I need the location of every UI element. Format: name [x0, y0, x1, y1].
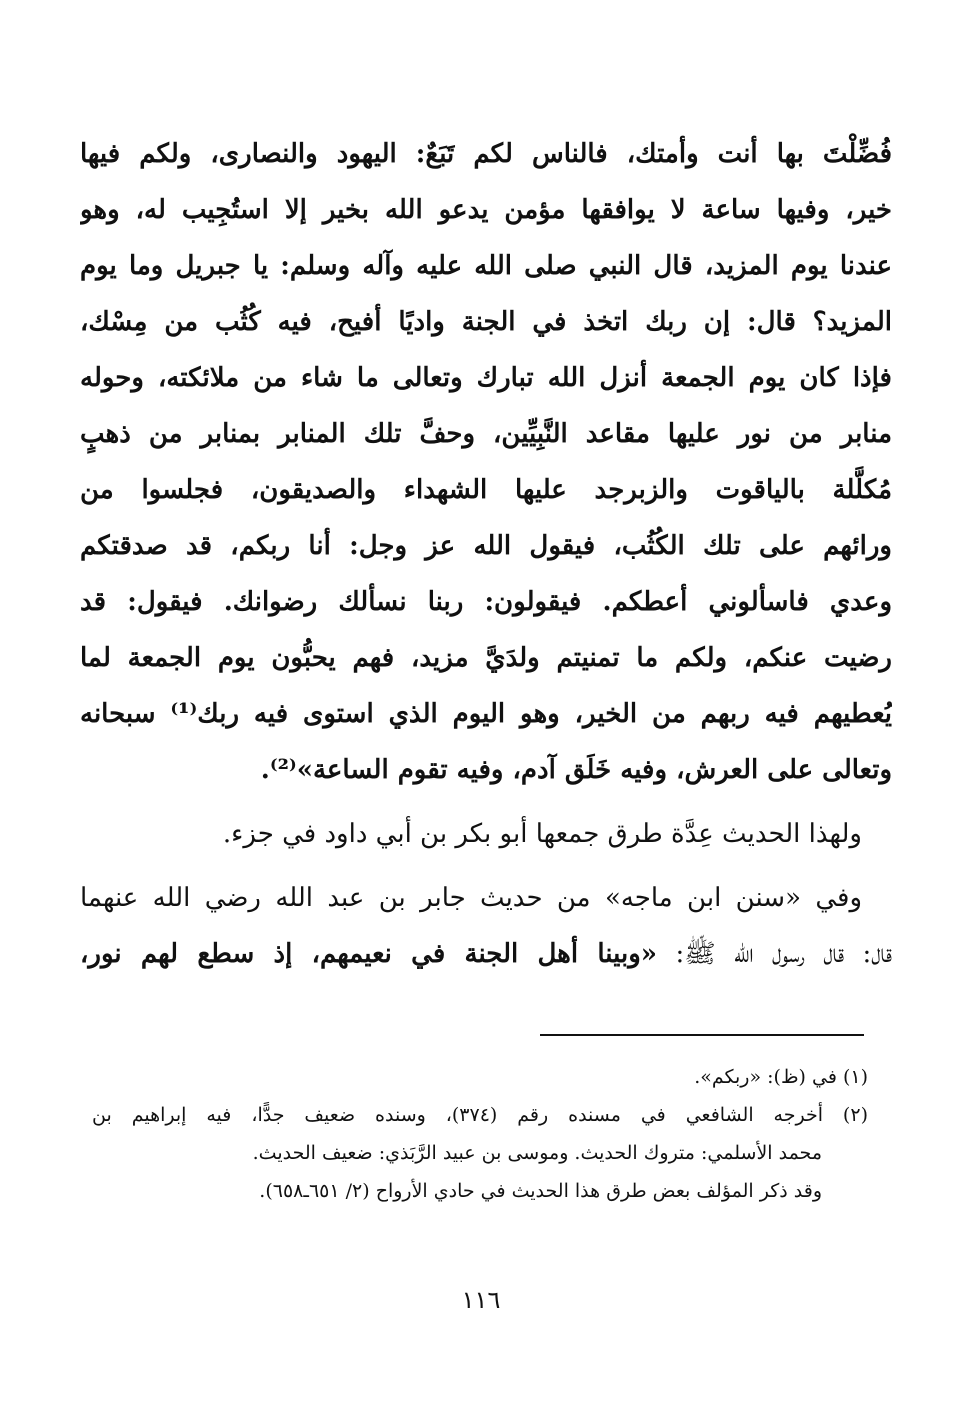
text-line: خير، وفيها ساعة لا يوافقها مؤمن يدعو الله بخير إلا استُجِيب له، وهو [80, 195, 892, 225]
hadith-quote: «وبينا أهل الجنة في نعيمهم، إذ سطع لهم نور، [80, 939, 658, 969]
main-text [80, 126, 892, 982]
footnote-2-line: (٢) أخرجه الشافعي في مسنده رقم (٣٧٤)، وسنده ضعيف جدًّا، فيه إبراهيم بن [92, 1104, 868, 1126]
text-line: فُضِّلْتَ بها أنت وأمتك، فالناس لكم تَبَعٌ: اليهود والنصارى، ولكم فيها [80, 139, 892, 169]
text-line: وفي «سنن ابن ماجه» من حديث جابر بن عبد الله رضي الله عنهما [80, 883, 862, 913]
text-line: رضيت عنكم، ولكم ما تمنيتم ولدَيَّ مزيد، فهم يحبُّون يوم الجمعة لما [80, 643, 892, 673]
text-line: منابر من نور عليها مقاعد النَّبِيِّين، وحفَّ تلك المنابر بمنابر من ذهبٍ [80, 419, 892, 449]
footnote-divider [540, 1034, 864, 1036]
text-line-mixed [80, 926, 892, 982]
narration-intro: قال: قال رسول الله ﷺ: [657, 939, 892, 969]
footnote-2-line: محمد الأسلمي: متروك الحديث. وموسى بن عبيد الرَّبَذي: ضعيف الحديث. [252, 1142, 822, 1164]
ibn-majah-paragraph [80, 870, 892, 982]
text-line: ورائهم على تلك الكُثُب، فيقول الله عز وجل: أنا ربكم، قد صدقتكم [80, 531, 892, 561]
text-line: يُعطيهم فيه ربهم من الخير، وهو اليوم الذي استوى فيه ربك⁽¹⁾ سبحانه [80, 699, 892, 729]
text-line: المزيد؟ قال: إن ربك اتخذ في الجنة واديًا أفيح، فيه كُثُب من مِسْك، [80, 307, 892, 337]
text-line: وتعالى على العرش، وفيه خَلَق آدم، وفيه تقوم الساعة»⁽²⁾. [260, 755, 892, 785]
footnote-1: (١) في (ظ): «ربكم». [694, 1066, 868, 1088]
text-line: وعدي فاسألوني أعطكم. فيقولون: ربنا نسألك رضوانك. فيقول: قد [80, 587, 892, 617]
text-line: ولهذا الحديث عِدَّة طرق جمعها أبو بكر بن أبي داود في جزء. [222, 819, 862, 849]
hadith-paragraph [80, 126, 892, 798]
text-line: فإذا كان يوم الجمعة أنزل الله تبارك وتعالى ما شاء من ملائكته، وحوله [80, 363, 892, 393]
footnote-2-line: وقد ذكر المؤلف بعض طرق هذا الحديث في حادي الأرواح (٢/ ٦٥١ـ٦٥٨). [259, 1180, 822, 1202]
text-line: عندنا يوم المزيد، قال النبي صلى الله عليه وآله وسلم: يا جبريل وما يوم [80, 251, 892, 281]
text-line: مُكلَّلة بالياقوت والزبرجد عليها الشهداء والصديقون، فجلسوا من [80, 475, 892, 505]
page-number: ١١٦ [461, 1286, 501, 1314]
commentary-paragraph [80, 806, 892, 862]
footnotes [92, 1058, 868, 1210]
